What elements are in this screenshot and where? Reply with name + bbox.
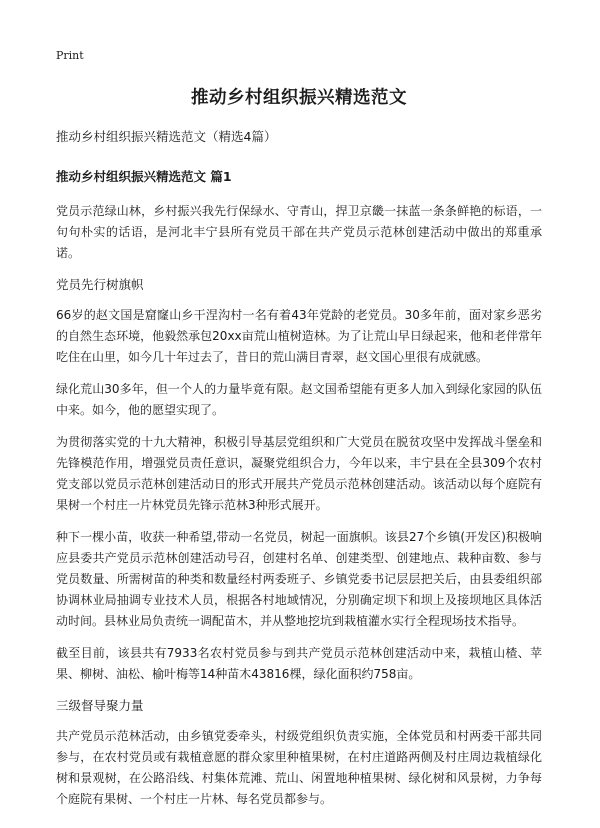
subheading-party-members-lead: 党员先行树旗帜 [56, 277, 144, 292]
section-heading: 推动乡村组织振兴精选范文 篇1 [56, 169, 232, 184]
subheading-three-level-supervision: 三级督导聚力量 [56, 698, 144, 713]
document-subtitle: 推动乡村组织振兴精选范文（精选4篇） [56, 129, 277, 144]
paragraph-activity-organization: 共产党员示范林活动，由乡镇党委牵头，村级党组织负责实施，全体党员和村两委干部共同参与，在农村党员或有栽植意愿的群众家里种植果树，在村庄道路两侧及村庄周边栽植绿化树和景观树，在公路沿线、村集体荒滩、荒山、闲置地种植果树、绿化树和风景树，力争每个庭院有果树、一个村庄一片林、每名党员都参与。 [56, 729, 542, 806]
paragraph-zhao-wenguo: 66岁的赵文国是窟窿山乡干涅沟村一名有着43年党龄的老党员。30多年前，面对家乡恶劣的自然生态环境，他毅然承包20xx亩荒山植树造林。为了让荒山早日绿起来，他和老伴常年吃住在山里，如今几十年过去了，昔日的荒山满目青翠，赵文国心里很有成就感。 [56, 308, 542, 364]
paragraph-statistics: 截至目前，该县共有7933名农村党员参与到共产党员示范林创建活动中来，栽植山楂、苹果、柳树、油松、榆叶梅等14种苗木43816棵，绿化面积约758亩。 [56, 646, 542, 681]
document-title: 推动乡村组织振兴精选范文 [191, 88, 407, 108]
paragraph-planting: 种下一棵小苗，收获一种希望,带动一名党员，树起一面旗帜。该县27个乡镇(开发区)积极响应县委共产党员示范林创建活动号召，创建村名单、创建类型、创建地点、栽种亩数、参与党员数量、所需树苗的种类和数量经村两委班子、乡镇党委书记层层把关后，由县委组织部协调林业局抽调专业技术人员，根据各村地域情况，分别确定坝下和坝上及接坝地区具体活动时间。县林业局负责统一调配苗木，并从整地挖坑到栽植灌水实行全程现场技术指导。 [56, 530, 542, 628]
paragraph-intro: 党员示范绿山林，乡村振兴我先行保绿水、守青山，捍卫京畿一抹蓝一条条鲜艳的标语，一句句朴实的话语，是河北丰宁县所有党员干部在共产党员示范林创建活动中做出的郑重承诺。 [56, 204, 542, 260]
paragraph-greening-30-years: 绿化荒山30多年，但一个人的力量毕竟有限。赵文国希望能有更多人加入到绿化家园的队伍中来。如今，他的愿望实现了。 [56, 382, 542, 417]
paragraph-implementation: 为贯彻落实党的十九大精神，积极引导基层党组织和广大党员在脱贫攻坚中发挥战斗堡垒和先锋模范作用，增强党员责任意识，凝聚党组织合力，今年以来，丰宁县在全县309个农村党支部以党员示范林创建活动日的形式开展共产党员示范林创建活动。该活动以每个庭院有果树一个村庄一片林党员先锋示范林3种形式展开。 [56, 435, 542, 512]
print-link[interactable]: Print [56, 49, 84, 62]
